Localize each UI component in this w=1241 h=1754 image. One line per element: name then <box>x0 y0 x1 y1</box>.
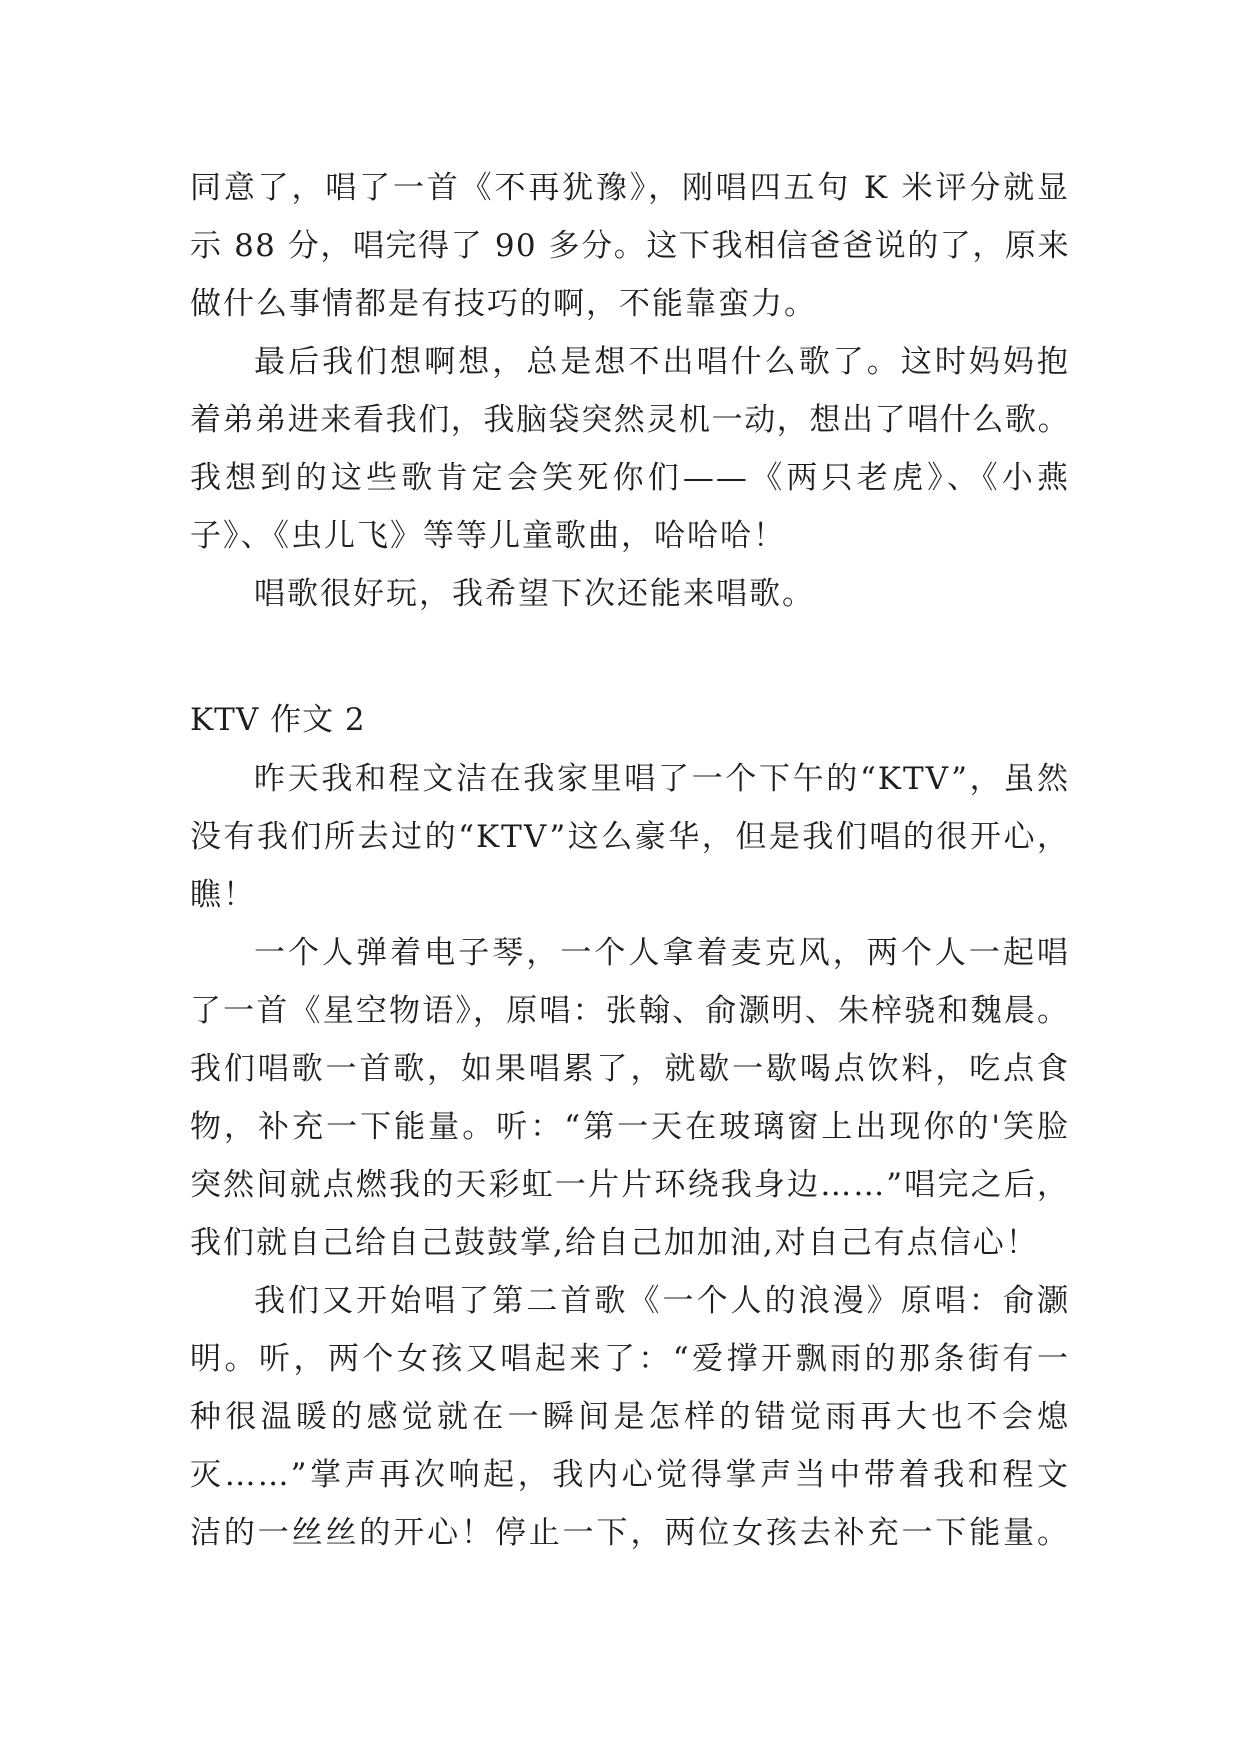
text-line: 做什么事情都是有技巧的啊，不能靠蛮力。 <box>190 286 817 322</box>
text-line: 昨天我和程文洁在我家里唱了一个下午的“KTV”，虽然 <box>254 761 1070 797</box>
text-line: 唱歌很好玩，我希望下次还能来唱歌。 <box>254 576 815 612</box>
text-line: 一个人弹着电子琴，一个人拿着麦克风，两个人一起唱 <box>254 935 1070 971</box>
text-line: 示 88 分，唱完得了 90 多分。这下我相信爸爸说的了，原来 <box>190 228 1070 264</box>
text-line: 我们唱歌一首歌，如果唱累了，就歇一歇喝点饮料，吃点食 <box>190 1051 1070 1087</box>
text-line: 突然间就点燃我的天彩虹一片片环绕我身边……”唱完之后， <box>190 1167 1070 1203</box>
text-line: 种很温暖的感觉就在一瞬间是怎样的错觉雨再大也不会熄 <box>190 1399 1070 1435</box>
essay-heading: KTV 作文 2 <box>190 702 366 738</box>
text-line: 同意了，唱了一首《不再犹豫》，刚唱四五句 K 米评分就显 <box>190 170 1070 206</box>
text-line: 明。听，两个女孩又唱起来了：“爱撑开飘雨的那条街有一 <box>190 1341 1070 1377</box>
text-line: 我们又开始唱了第二首歌《一个人的浪漫》原唱：俞灏 <box>254 1283 1070 1319</box>
text-line: 子》、《虫儿飞》等等儿童歌曲，哈哈哈！ <box>190 518 786 554</box>
text-line: 物，补充一下能量。听：“第一天在玻璃窗上出现你的'笑脸 <box>190 1109 1070 1145</box>
text-line: 没有我们所去过的“KTV”这么豪华，但是我们唱的很开心， <box>190 819 1070 855</box>
text-line: 了一首《星空物语》，原唱：张翰、俞灏明、朱梓骁和魏晨。 <box>190 993 1070 1029</box>
text-line: 我想到的这些歌肯定会笑死你们——《两只老虎》、《小燕 <box>190 460 1070 496</box>
text-line: 瞧！ <box>190 877 256 913</box>
text-line: 最后我们想啊想，总是想不出唱什么歌了。这时妈妈抱 <box>254 344 1070 380</box>
text-line: 着弟弟进来看我们，我脑袋突然灵机一动，想出了唱什么歌。 <box>190 402 1070 438</box>
text-line: 洁的一丝丝的开心！停止一下，两位女孩去补充一下能量。 <box>190 1515 1070 1551</box>
essay-section-2 <box>190 750 1070 1562</box>
essay-section-1 <box>190 159 1070 623</box>
text-line: 我们就自己给自己鼓鼓掌,给自己加加油,对自己有点信心！ <box>190 1225 1039 1261</box>
text-line: 灭……”掌声再次响起，我内心觉得掌声当中带着我和程文 <box>190 1457 1070 1493</box>
